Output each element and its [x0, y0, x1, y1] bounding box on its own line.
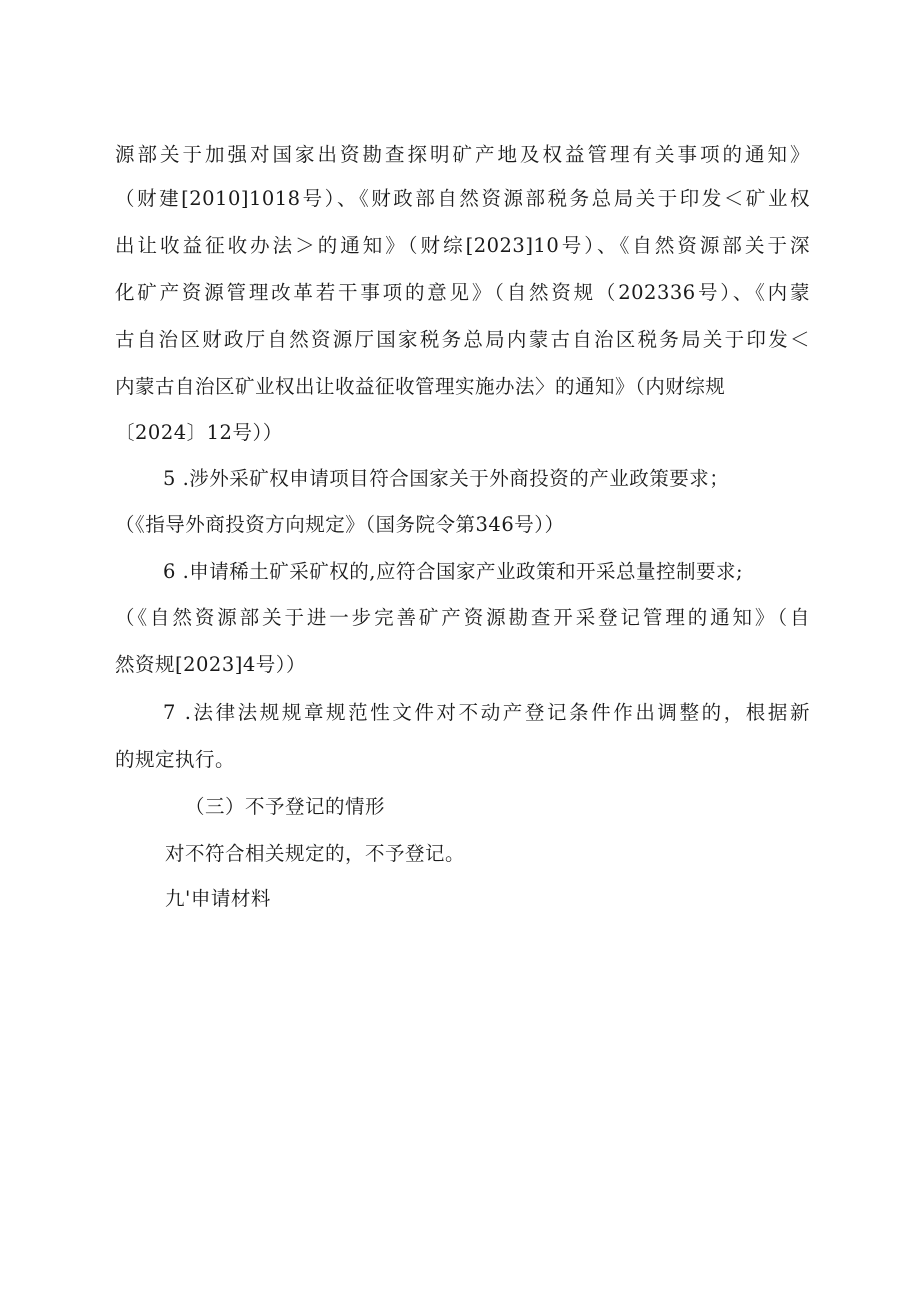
paragraph-line: 对不符合相关规定的，不予登记。: [165, 842, 466, 865]
paragraph-line: （《自然资源部关于进一步完善矿产资源勘查开采登记管理的通知》（自: [115, 606, 810, 629]
paragraph-line: 源部关于加强对国家出资勘查探明矿产地及权益管理有关事项的通知》: [115, 143, 810, 166]
paragraph-line: 出让收益征收办法＞的通知》（财综[2023]10号）、《自然资源部关于深: [115, 234, 810, 257]
paragraph-line: 古自治区财政厅自然资源厅国家税务总局内蒙古自治区税务局关于印发＜: [115, 328, 810, 351]
paragraph-line: 然资规[2023]4号））: [115, 653, 306, 676]
section-heading: （三）不予登记的情形: [185, 795, 386, 818]
paragraph-line: （《指导外商投资方向规定》（国务院令第346号））: [115, 513, 565, 536]
list-item-7: 7 .法律法规规章规范性文件对不动产登记条件作出调整的，根据新: [163, 701, 810, 724]
paragraph-line: 〔2024〕12号））: [115, 421, 283, 444]
section-heading: 九'申请材料: [165, 887, 271, 910]
paragraph-line: 内蒙古自治区矿业权出让收益征收管理实施办法〉的通知》（内财综规: [115, 375, 726, 398]
paragraph-line: （财建[2010]1018号）、《财政部自然资源部税务总局关于印发＜矿业权: [115, 187, 810, 210]
paragraph-line: 化矿产资源管理改革若干事项的意见》（自然资规（202336号）、《内蒙: [115, 281, 810, 304]
paragraph-line: 的规定执行。: [115, 748, 236, 771]
list-item-5: 5 .涉外采矿权申请项目符合国家关于外商投资的产业政策要求；: [163, 467, 730, 490]
list-item-6: 6 .申请稀土矿采矿权的,应符合国家产业政策和开采总量控制要求;: [163, 560, 744, 583]
